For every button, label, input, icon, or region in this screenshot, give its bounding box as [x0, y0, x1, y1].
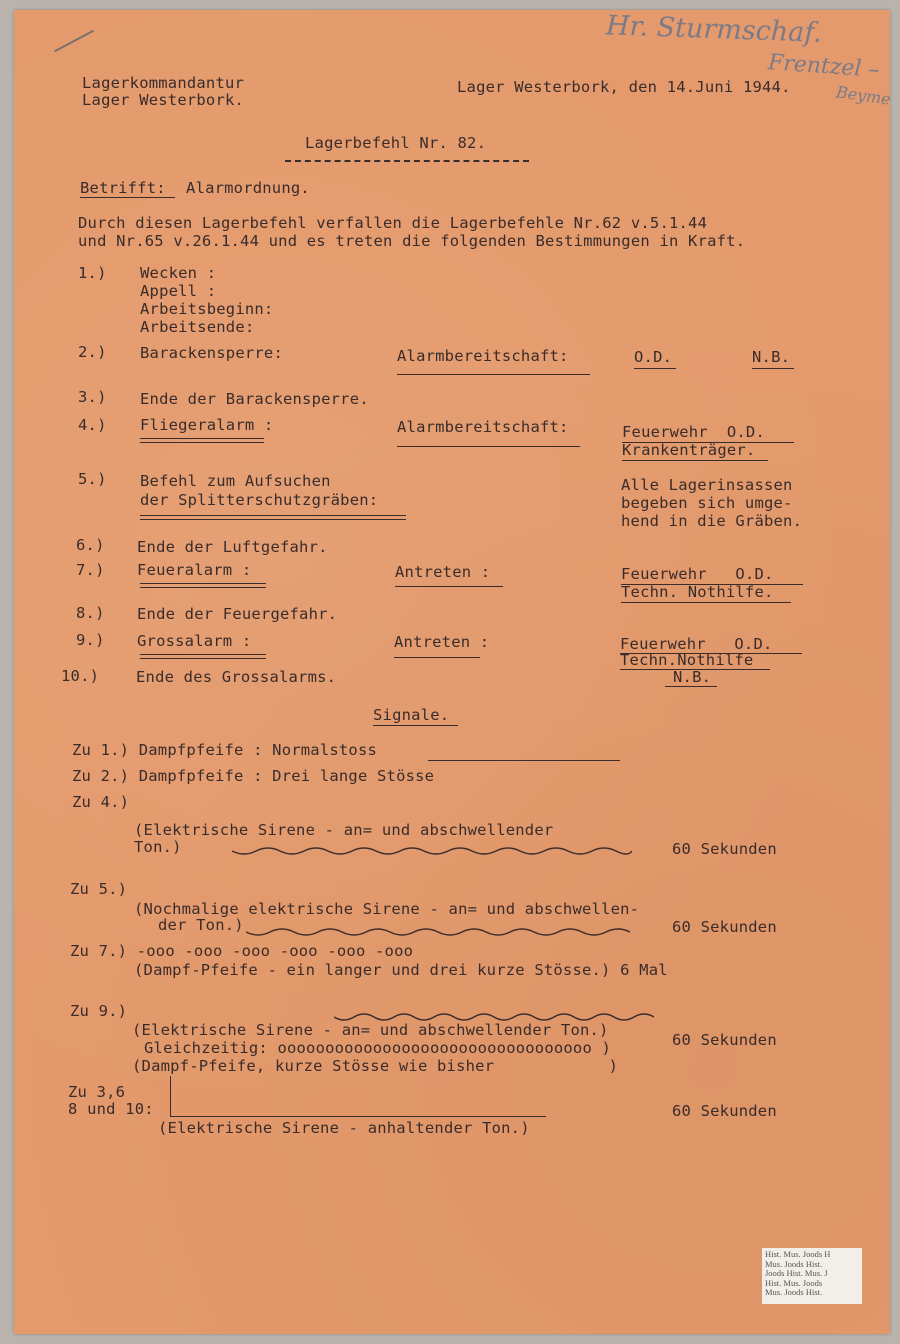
item5-line1: Befehl zum Aufsuchen: [140, 472, 331, 490]
item1-appell: Appell :: [140, 282, 217, 300]
subject-text: Alarmordnung.: [186, 179, 310, 197]
stamp-line: Hist. Mus. Joods: [765, 1277, 823, 1288]
item5-line2: der Splitterschutzgräben:: [140, 491, 379, 509]
stamp-line: Mus. Joods Hist.: [765, 1258, 823, 1269]
intro-line2: und Nr.65 v.26.1.44 und es treten die folgenden Bestimmungen in Kraft.: [78, 232, 746, 250]
signal-zu1-line: [428, 760, 620, 761]
item2-responder1-underline: [634, 368, 676, 369]
item9-action: Antreten :: [394, 633, 490, 651]
office-line1: Lagerkommandantur: [82, 74, 245, 92]
item1-arbeitsende: Arbeitsende:: [140, 318, 255, 336]
place-date: Lager Westerbork, den 14.Juni 1944.: [457, 78, 791, 96]
signal-zu9-line1: (Elektrische Sirene - an= und abschwellender Ton.): [132, 1021, 609, 1039]
archive-stamp: [762, 1248, 862, 1304]
item2-action: Alarmbereitschaft:: [397, 347, 569, 365]
title-underline: [285, 160, 529, 162]
handwritten-note-line3: Beyme: [834, 82, 892, 109]
item6-label: Ende der Luftgefahr.: [137, 538, 328, 556]
signals-heading-underline: [373, 725, 458, 726]
item2-label: Barackensperre:: [140, 344, 283, 362]
stamp-line: Hist. Mus. Joods H: [765, 1249, 831, 1259]
signal-zu7-line2: (Dampf-Pfeife - ein langer und drei kurze Stösse.) 6 Mal: [134, 961, 668, 979]
item9-responder2: Techn.Nothilfe: [620, 651, 754, 669]
signal-zu4-line1: (Elektrische Sirene - an= und abschwellender: [134, 821, 554, 839]
siren-wave-zu4: [232, 843, 632, 859]
signal-zu36-duration: 60 Sekunden: [672, 1102, 777, 1120]
item1-wecken: Wecken :: [140, 264, 217, 282]
item4-action: Alarmbereitschaft:: [397, 418, 569, 436]
item2-action-underline: [397, 374, 590, 375]
item4-responder2: Krankenträger.: [622, 441, 756, 459]
signal-zu2: Zu 2.) Dampfpfeife : Drei lange Stösse: [72, 767, 435, 785]
signal-zu36-line3: (Elektrische Sirene - anhaltender Ton.): [158, 1119, 530, 1137]
item-number: 3.): [78, 388, 107, 406]
signal-zu5-duration: 60 Sekunden: [672, 918, 777, 936]
item7-label: Feueralarm :: [137, 561, 252, 579]
signal-zu9: Zu 9.): [70, 1002, 128, 1020]
item-number: 2.): [78, 343, 107, 361]
item4-responder1: Feuerwehr O.D.: [622, 423, 765, 441]
item7-responder2-underline: [621, 602, 791, 603]
item-number: 9.): [76, 631, 105, 649]
item4-label-underline: [140, 438, 264, 443]
item9-responder3-underline: [665, 686, 717, 687]
handwritten-note-line1: Hr. Sturmschaf.: [605, 10, 823, 49]
stamp-line: Joods Hist. Mus. J: [765, 1268, 828, 1278]
signal-zu5-line2: der Ton.): [158, 916, 244, 934]
item2-responder2-underline: [752, 368, 794, 369]
signal-zu4-line2: Ton.): [134, 838, 182, 856]
item5-underline: [140, 515, 406, 520]
stamp-line: Mus. Joods Hist.: [765, 1287, 823, 1297]
signal-zu36-bracket: [170, 1076, 171, 1116]
signal-zu5: Zu 5.): [70, 880, 128, 898]
siren-wave-zu5: [246, 924, 630, 940]
order-title: Lagerbefehl Nr. 82.: [305, 134, 487, 152]
item2-responder1: O.D.: [634, 348, 673, 366]
item4-label: Fliegeralarm :: [140, 416, 274, 434]
item7-action-underline: [395, 586, 503, 587]
signal-zu5-line1: (Nochmalige elektrische Sirene - an= und abschwellen-: [134, 900, 640, 918]
signal-zu9-line2: Gleichzeitig: ooooooooooooooooooooooooooooooooo ): [144, 1039, 612, 1057]
item-number: 10.): [61, 667, 100, 685]
item-number: 6.): [76, 536, 105, 554]
signal-zu9-duration: 60 Sekunden: [672, 1031, 777, 1049]
item5-right2: begeben sich umge-: [621, 494, 793, 512]
intro-line1: Durch diesen Lagerbefehl verfallen die Lagerbefehle Nr.62 v.5.1.44: [78, 214, 708, 232]
item8-label: Ende der Feuergefahr.: [137, 605, 338, 623]
item7-label-underline: [140, 583, 266, 588]
item4-responder2-underline: [622, 460, 768, 461]
signal-zu36-line: [170, 1116, 546, 1117]
office-line2: Lager Westerbork.: [82, 91, 245, 109]
signals-heading: Signale.: [373, 706, 450, 724]
item5-right1: Alle Lagerinsassen: [621, 476, 793, 494]
item9-label: Grossalarm :: [137, 632, 252, 650]
item2-responder2: N.B.: [752, 348, 791, 366]
subject-label: Betrifft:: [80, 179, 166, 197]
signal-zu36-line1: Zu 3,6: [68, 1083, 126, 1101]
item9-responder3: N.B.: [673, 668, 712, 686]
signal-zu7: Zu 7.) -ooo -ooo -ooo -ooo -ooo -ooo: [70, 942, 414, 960]
item3-label: Ende der Barackensperre.: [140, 390, 369, 408]
subject-underline: [80, 197, 175, 198]
signal-zu4: Zu 4.): [72, 793, 130, 811]
item9-responder1: Feuerwehr O.D.: [620, 635, 773, 653]
item9-label-underline: [140, 654, 266, 659]
item10-label: Ende des Grossalarms.: [136, 668, 337, 686]
item4-action-underline: [397, 446, 580, 447]
item7-responder1: Feuerwehr O.D.: [621, 565, 774, 583]
item-number: 4.): [78, 416, 107, 434]
item-number: 8.): [76, 604, 105, 622]
item-number: 7.): [76, 561, 105, 579]
handwritten-note-line2: Frentzel –: [767, 50, 881, 83]
item7-responder2: Techn. Nothilfe.: [621, 583, 774, 601]
signal-zu36-line2: 8 und 10:: [68, 1100, 154, 1118]
item5-right3: hend in die Gräben.: [621, 512, 803, 530]
item1-arbeitsbeginn: Arbeitsbeginn:: [140, 300, 274, 318]
signal-zu4-duration: 60 Sekunden: [672, 840, 777, 858]
signal-zu9-line3: (Dampf-Pfeife, kurze Stösse wie bisher ): [132, 1057, 619, 1075]
item-number: 5.): [78, 470, 107, 488]
item9-action-underline: [394, 657, 480, 658]
item-number: 1.): [78, 264, 107, 282]
signal-zu1: Zu 1.) Dampfpfeife : Normalstoss: [72, 741, 378, 759]
item7-action: Antreten :: [395, 563, 491, 581]
